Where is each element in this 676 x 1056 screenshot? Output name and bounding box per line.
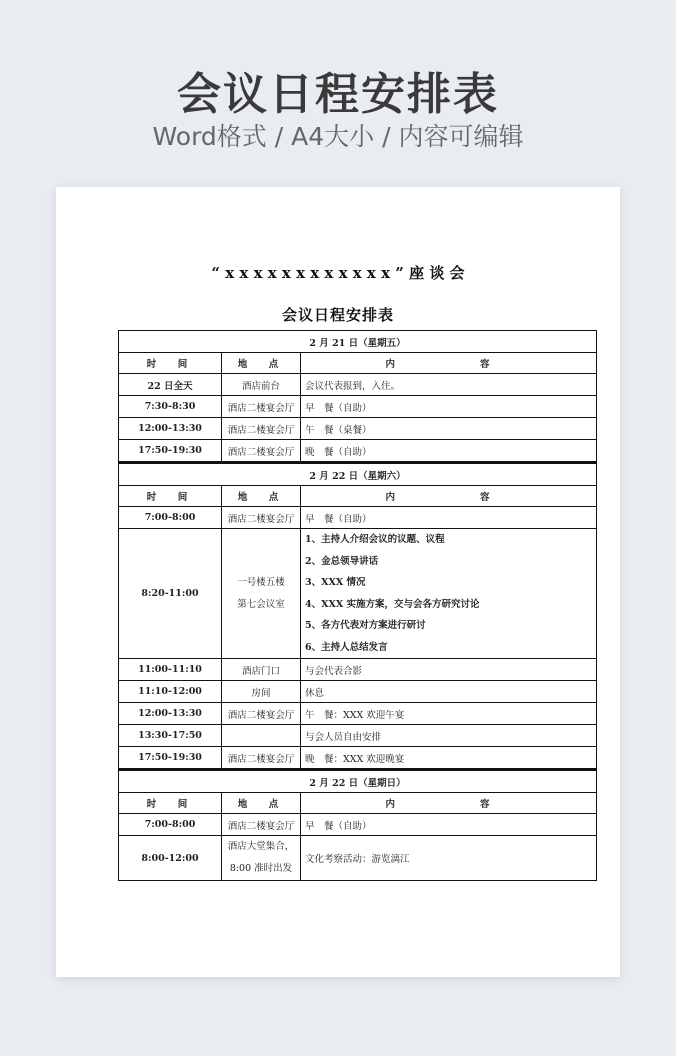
row-content: 午 餐（桌餐）	[301, 418, 597, 440]
row-content: 休息	[301, 681, 597, 703]
row-content: 早 餐（自助）	[301, 814, 597, 836]
row-content: 晚 餐（自助）	[301, 440, 597, 463]
agenda-item: 3、XXX 情况	[305, 577, 366, 588]
table-row	[119, 836, 597, 881]
session-place-line2: 第七会议室	[237, 598, 285, 610]
row-place: 酒店二楼宴会厅	[222, 703, 301, 725]
row-content: 文化考察活动：游览漓江	[301, 836, 597, 881]
header-content: 内 容	[301, 793, 597, 814]
day2-label: 2 月 22 日（星期六）	[119, 463, 597, 486]
row-time: 12:00-13:30	[119, 703, 222, 725]
column-header-row	[119, 353, 597, 374]
row-place: 酒店二楼宴会厅	[222, 418, 301, 440]
row-time: 17:50-19:30	[119, 440, 222, 463]
table-row	[119, 374, 597, 396]
day-header-row	[119, 463, 597, 486]
table-row	[119, 814, 597, 836]
day1-label: 2 月 21 日（星期五）	[119, 331, 597, 353]
row-place: 酒店二楼宴会厅	[222, 396, 301, 418]
session-row	[119, 529, 597, 659]
agenda-item: 5、各方代表对方案进行研讨	[305, 620, 426, 631]
session-place	[222, 529, 301, 659]
document-heading: “ x x x x x x x x x x x x ” 座 谈 会	[211, 264, 465, 282]
row-time: 13:30-17:50	[119, 725, 222, 747]
row-place: 酒店二楼宴会厅	[222, 507, 301, 529]
row-content: 午 餐：XXX 欢迎午宴	[301, 703, 597, 725]
row-content: 会议代表报到，入住。	[301, 374, 597, 396]
schedule-table	[118, 330, 597, 881]
table-row	[119, 440, 597, 463]
day3-label: 2 月 22 日（星期日）	[119, 770, 597, 793]
row-time: 7:00-8:00	[119, 507, 222, 529]
row-time: 7:30-8:30	[119, 396, 222, 418]
day-header-row	[119, 331, 597, 353]
banner-title: 会议日程安排表	[177, 69, 499, 120]
header-time: 时 间	[119, 353, 222, 374]
banner-subtitle: Word格式 / A4大小 / 内容可编辑	[152, 122, 524, 151]
row-time: 11:00-11:10	[119, 659, 222, 681]
row-place-line2: 8:00 准时出发	[229, 863, 293, 874]
session-place-line1: 一号楼五楼	[237, 576, 285, 588]
document-page	[56, 187, 620, 977]
table-row	[119, 396, 597, 418]
agenda-item: 2、金总领导讲话	[305, 555, 379, 567]
row-place-line1: 酒店大堂集合，	[227, 841, 295, 852]
agenda-item: 1、主持人介绍会议的议题、议程	[305, 534, 445, 545]
row-place: 酒店二楼宴会厅	[222, 814, 301, 836]
row-content: 与会代表合影	[301, 659, 597, 681]
table-row	[119, 659, 597, 681]
header-time: 时 间	[119, 793, 222, 814]
row-time: 22 日全天	[119, 374, 222, 396]
table-row	[119, 681, 597, 703]
row-content: 与会人员自由安排	[301, 725, 597, 747]
table-row	[119, 507, 597, 529]
session-time: 8:20-11:00	[119, 529, 222, 659]
column-header-row	[119, 486, 597, 507]
agenda-item: 6、主持人总结发言	[305, 641, 388, 653]
header-place: 地 点	[222, 486, 301, 507]
row-time: 12:00-13:30	[119, 418, 222, 440]
row-time: 17:50-19:30	[119, 747, 222, 770]
header-content: 内 容	[301, 353, 597, 374]
row-time: 11:10-12:00	[119, 681, 222, 703]
table-row	[119, 703, 597, 725]
row-place	[222, 836, 301, 881]
row-time: 8:00-12:00	[119, 836, 222, 881]
header-place: 地 点	[222, 353, 301, 374]
row-place: 酒店二楼宴会厅	[222, 440, 301, 463]
row-place: 酒店前台	[222, 374, 301, 396]
column-header-row	[119, 793, 597, 814]
header-content: 内 容	[301, 486, 597, 507]
table-row	[119, 747, 597, 770]
row-place: 酒店二楼宴会厅	[222, 747, 301, 770]
row-content: 早 餐（自助）	[301, 396, 597, 418]
document-title: 会议日程安排表	[281, 306, 394, 324]
table-row	[119, 725, 597, 747]
day-header-row	[119, 770, 597, 793]
agenda-item: 4、XXX 实施方案，交与会各方研究讨论	[305, 598, 480, 610]
session-agenda	[301, 529, 597, 659]
row-time: 7:00-8:00	[119, 814, 222, 836]
row-content: 晚 餐：XXX 欢迎晚宴	[301, 747, 597, 770]
header-place: 地 点	[222, 793, 301, 814]
row-place: 酒店门口	[222, 659, 301, 681]
row-place: 房间	[222, 681, 301, 703]
row-place	[222, 725, 301, 747]
table-row	[119, 418, 597, 440]
header-time: 时 间	[119, 486, 222, 507]
row-content: 早 餐（自助）	[301, 507, 597, 529]
